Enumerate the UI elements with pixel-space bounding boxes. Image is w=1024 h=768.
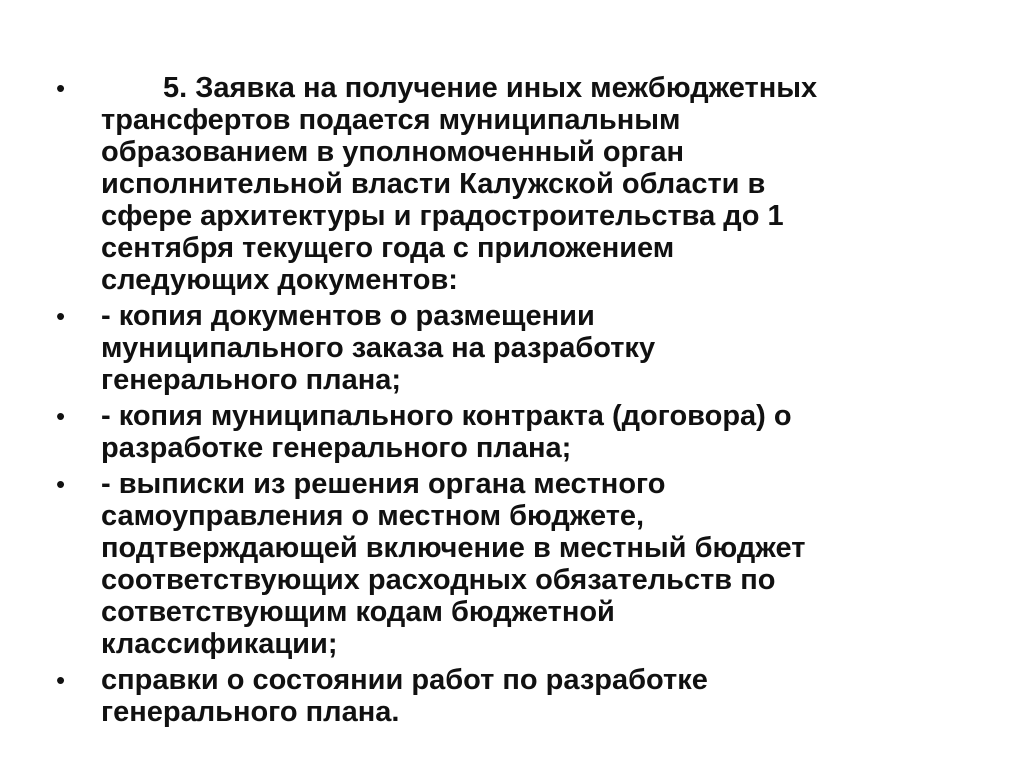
bullet-icon: • (56, 301, 66, 331)
bullet-line: генерального плана. (101, 696, 400, 728)
bullet-line: генерального плана; (101, 364, 402, 396)
bullet-line: следующих документов: (101, 264, 458, 296)
bullet-icon: • (56, 665, 66, 695)
bullet-item-application (56, 72, 956, 296)
bullet-item-contract-copy (56, 400, 956, 464)
bullet-line: сфере архитектуры и градостроительства до 1 (101, 200, 784, 232)
bullet-line: трансфертов подается муниципальным (101, 104, 681, 136)
bullet-line: исполнительной власти Калужской области в (101, 168, 766, 200)
bullet-icon: • (56, 73, 66, 103)
bullet-line: 5. Заявка на получение иных межбюджетных (163, 72, 818, 104)
bullet-list (56, 72, 956, 732)
bullet-line: - копия документов о размещении (101, 300, 595, 332)
bullet-line: - копия муниципального контракта (договора) о (101, 400, 792, 432)
bullet-line: муниципального заказа на разработку (101, 332, 656, 364)
bullet-line: образованием в уполномоченный орган (101, 136, 685, 168)
bullet-line: подтверждающей включение в местный бюджет (101, 532, 806, 564)
bullet-item-order-documents (56, 300, 956, 396)
bullet-line: соответствующих расходных обязательств по (101, 564, 776, 596)
bullet-icon: • (56, 469, 66, 499)
bullet-line: сентября текущего года с приложением (101, 232, 675, 264)
bullet-line: самоуправления о местном бюджете, (101, 500, 645, 532)
bullet-line: - выписки из решения органа местного (101, 468, 666, 500)
bullet-line: справки о состоянии работ по разработке (101, 664, 708, 696)
bullet-line: сответствующим кодам бюджетной (101, 596, 615, 628)
bullet-item-work-status (56, 664, 956, 728)
bullet-item-budget-extracts (56, 468, 956, 660)
bullet-line: разработке генерального плана; (101, 432, 572, 464)
bullet-line: классификации; (101, 628, 338, 660)
bullet-icon: • (56, 401, 66, 431)
